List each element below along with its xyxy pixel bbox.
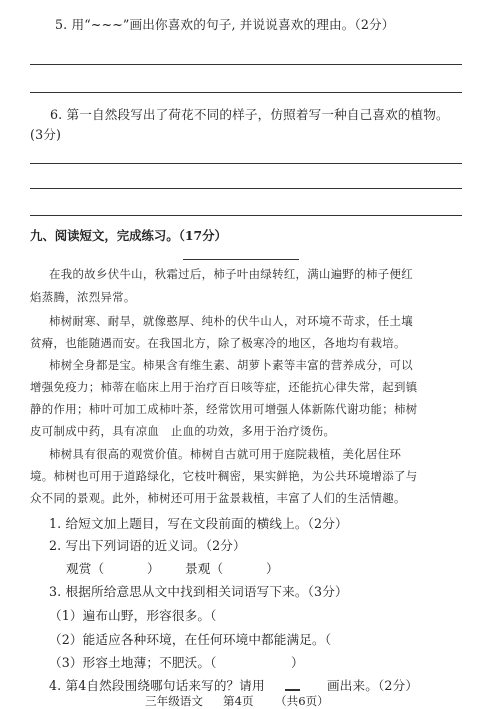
- passage-line: 众不同的景观。此外，柿树还可用于盆景栽植，丰富了人们的生活情趣。: [30, 491, 406, 505]
- section-9-heading: 九、阅读短文，完成练习。（17分）: [30, 228, 227, 243]
- footer-total-pages: （共6页）: [275, 694, 329, 708]
- synonym-word-2: 景观（: [185, 561, 224, 576]
- passage-line: 贫瘠，也能随遇而安。在我国北方，除了极寒冷的地区，各地均有栽培。: [30, 336, 406, 350]
- answer-line[interactable]: [30, 188, 462, 189]
- passage-line: 境。柿树也可用于道路绿化，它枝叶稠密，果实鲜艳，为公共环境增添了与: [30, 469, 418, 483]
- passage-line: 在我的故乡伏牛山，秋霜过后，柿子叶由绿转红，满山遍野的柿子便红: [49, 267, 413, 281]
- passage-line: 柿树耐寒、耐旱，就像憨厚、纯朴的伏牛山人，对环境不苛求，任土壤: [49, 314, 413, 328]
- passage-line: 焰蒸腾，浓烈异常。: [30, 290, 136, 304]
- title-blank-line[interactable]: [183, 259, 299, 260]
- passage-line: 柿树全身都是宝。柿果含有维生素、胡萝卜素等丰富的营养成分，可以: [49, 358, 413, 372]
- passage-line: 柿树具有很高的观赏价值。柿树自古就可用于庭院栽植，美化居住环: [49, 447, 402, 461]
- mark-underline-sample: [285, 689, 300, 691]
- answer-line[interactable]: [30, 215, 462, 216]
- question-3-item-2: （2）能适应各种环境，在任何环境中都能满足。（: [49, 632, 332, 647]
- question-3-item-3-close: ）: [291, 655, 304, 670]
- question-4-text-end: 画出来。（2分）: [327, 678, 419, 693]
- question-5-text: 5. 用“~~~”画出你喜欢的句子, 并说说喜欢的理由。（2分）: [55, 17, 395, 32]
- synonym-close-2: ）: [266, 561, 279, 576]
- question-3-text: 3. 根据所给意思从文中找到相关词语写下来。（3分）: [49, 584, 348, 599]
- answer-line[interactable]: [30, 163, 462, 164]
- question-1-text: 1. 给短文加上题目，写在文段前面的横线上。（2分）: [49, 516, 348, 531]
- question-3-item-3: （3）形容土地薄；不肥沃。（: [49, 655, 217, 670]
- passage-line: 增强免疫力；柿蒂在临床上用于治疗百日咳等症，还能抗心律失常，起到镇: [30, 380, 418, 394]
- synonym-word-1: 观赏（: [66, 561, 105, 576]
- footer-page-number: 第4页: [223, 694, 254, 708]
- passage-line: 静的作用；柿叶可加工成柿叶茶，经常饮用可增强人体新陈代谢功能；柿树: [30, 402, 418, 416]
- answer-line[interactable]: [30, 64, 462, 65]
- question-6-score: (3分): [30, 127, 62, 142]
- answer-line[interactable]: [30, 92, 462, 93]
- question-4-text: 4. 第4自然段围绕哪句话来写的？请用: [49, 678, 265, 693]
- question-6-text: 6. 第一自然段写出了荷花不同的样子，仿照着写一种自己喜欢的植物。: [50, 107, 449, 122]
- question-3-item-1: （1）遍布山野，形容很多。（: [49, 608, 217, 623]
- passage-line: 皮可制成中药，具有凉血 止血的功效，多用于治疗烫伤。: [30, 424, 336, 438]
- footer-subject: 三年级语文: [145, 694, 203, 708]
- synonym-close-1: ）: [147, 561, 160, 576]
- question-2-text: 2. 写出下列词语的近义词。（2分）: [49, 538, 246, 553]
